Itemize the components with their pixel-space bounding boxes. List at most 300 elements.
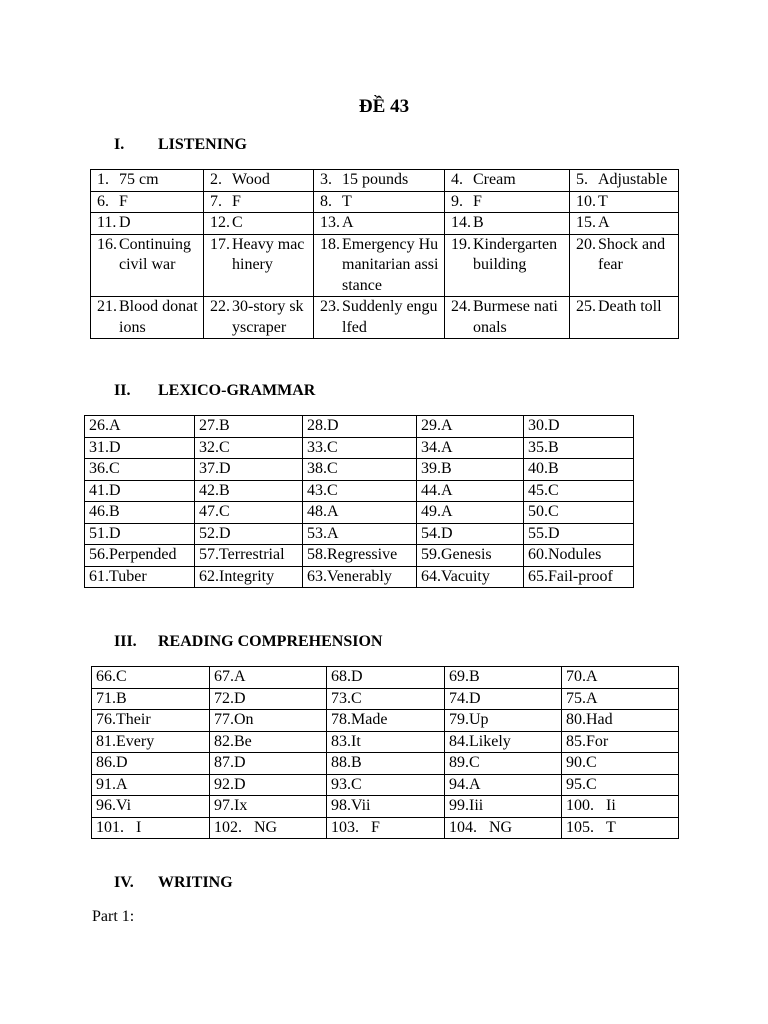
answer-text: For xyxy=(586,732,609,750)
answer-cell xyxy=(85,480,195,502)
question-number: 93. xyxy=(331,775,351,793)
answer-text: Emergency Humanitarian assistance xyxy=(342,235,439,294)
answer-cell xyxy=(445,297,570,339)
answer-text: A xyxy=(109,417,121,434)
question-number: 98. xyxy=(331,797,351,814)
page-title: ĐỀ 43 xyxy=(358,96,410,117)
answer-cell xyxy=(210,817,327,839)
lexico-row xyxy=(85,523,634,545)
question-number: 12. xyxy=(210,214,230,231)
answer-text: Blood donations xyxy=(119,298,198,336)
question-number: 4. xyxy=(451,171,471,188)
question-number: 57. xyxy=(199,546,219,563)
reading-row xyxy=(92,710,679,732)
answer-cell xyxy=(210,774,327,796)
answer-cell xyxy=(524,545,634,567)
question-number: 32. xyxy=(199,438,219,456)
answer-text: A xyxy=(441,438,453,456)
reading-row xyxy=(92,796,679,818)
answer-text: 30-story skyscraper xyxy=(232,298,304,336)
answer-cell xyxy=(327,817,445,839)
answer-text: It xyxy=(351,732,361,750)
answer-cell xyxy=(570,170,679,192)
answer-text: D xyxy=(109,481,121,499)
answer-text: Shock and fear xyxy=(598,235,666,273)
answer-text: D xyxy=(234,775,246,793)
answer-cell xyxy=(204,234,314,297)
answer-cell xyxy=(303,437,417,459)
answer-cell xyxy=(524,480,634,502)
listening-row xyxy=(91,213,679,235)
answer-text: A xyxy=(586,668,598,685)
answer-cell xyxy=(562,817,679,839)
answer-cell xyxy=(562,774,679,796)
question-number: 62. xyxy=(199,567,219,585)
answer-cell xyxy=(562,753,679,775)
answer-cell xyxy=(445,213,570,235)
answer-text: A xyxy=(441,481,453,499)
question-number: 67. xyxy=(214,668,234,685)
answer-cell xyxy=(417,545,524,567)
question-number: 31. xyxy=(89,438,109,456)
answer-cell xyxy=(445,817,562,839)
answer-cell xyxy=(85,566,195,588)
answer-text: Suddenly engulfed xyxy=(342,298,438,336)
question-number: 21. xyxy=(97,298,117,315)
answer-text: F xyxy=(473,192,482,210)
answer-cell xyxy=(92,796,210,818)
question-number: 45. xyxy=(528,481,548,499)
question-number: 36. xyxy=(89,460,109,477)
answer-text: Be xyxy=(234,732,252,750)
question-number: 20. xyxy=(576,235,596,253)
question-number: 58. xyxy=(307,546,327,563)
answer-text: Death toll xyxy=(598,298,662,315)
section-number: III. xyxy=(114,633,137,650)
answer-cell xyxy=(210,731,327,753)
answer-text: On xyxy=(234,711,254,728)
answer-cell xyxy=(91,297,204,339)
answer-cell xyxy=(524,459,634,481)
answer-text: Their xyxy=(116,711,151,728)
answer-text: A xyxy=(441,417,453,434)
answer-text: C xyxy=(351,689,362,707)
question-number: 101. xyxy=(96,818,136,836)
question-number: 28. xyxy=(307,417,327,434)
answer-cell xyxy=(85,502,195,524)
listening-row xyxy=(91,191,679,213)
question-number: 68. xyxy=(331,668,351,685)
question-number: 86. xyxy=(96,754,116,771)
section-heading-writing xyxy=(114,874,233,892)
question-number: 79. xyxy=(449,711,469,728)
question-number: 5. xyxy=(576,171,596,188)
answer-cell xyxy=(85,545,195,567)
question-number: 46. xyxy=(89,503,109,520)
answer-cell xyxy=(303,502,417,524)
question-number: 11. xyxy=(97,214,117,231)
answer-cell xyxy=(445,796,562,818)
answer-text: T xyxy=(606,818,616,836)
answer-text: A xyxy=(116,775,128,793)
question-number: 35. xyxy=(528,438,548,456)
answer-cell xyxy=(204,170,314,192)
question-number: 23. xyxy=(320,298,340,315)
answer-text: B xyxy=(473,214,484,231)
answer-text: Vacuity xyxy=(441,567,490,585)
question-number: 17. xyxy=(210,235,230,253)
lexico-row xyxy=(85,459,634,481)
answer-text: A xyxy=(327,503,339,520)
question-number: 85. xyxy=(566,732,586,750)
question-number: 34. xyxy=(421,438,441,456)
answer-text: Vi xyxy=(116,797,132,814)
section-number: IV. xyxy=(114,874,134,891)
answer-cell xyxy=(417,502,524,524)
question-number: 29. xyxy=(421,417,441,434)
answer-text: Iii xyxy=(469,797,484,814)
answer-text: I xyxy=(136,818,142,836)
answer-cell xyxy=(327,774,445,796)
answer-text: C xyxy=(351,775,362,793)
answer-text: C xyxy=(586,754,597,771)
answer-cell xyxy=(91,191,204,213)
question-number: 13. xyxy=(320,214,340,231)
answer-text: Burmese nationals xyxy=(473,298,558,336)
answer-cell xyxy=(445,753,562,775)
answer-text: Heavy machinery xyxy=(232,235,305,273)
answer-text: Genesis xyxy=(441,546,492,563)
answer-cell xyxy=(210,667,327,689)
answer-text: B xyxy=(116,689,127,707)
question-number: 77. xyxy=(214,711,234,728)
answer-text: D xyxy=(109,438,121,456)
answer-cell xyxy=(303,459,417,481)
question-number: 1. xyxy=(97,171,117,188)
answer-cell xyxy=(417,566,524,588)
answer-cell xyxy=(92,710,210,732)
answer-cell xyxy=(327,753,445,775)
question-number: 56. xyxy=(89,546,109,563)
answer-text: C xyxy=(327,460,338,477)
question-number: 50. xyxy=(528,503,548,520)
question-number: 70. xyxy=(566,668,586,685)
reading-row xyxy=(92,688,679,710)
answer-text: D xyxy=(327,417,339,434)
answer-text: T xyxy=(598,192,608,210)
lexico-row xyxy=(85,416,634,438)
question-number: 66. xyxy=(96,668,116,685)
answer-text: C xyxy=(109,460,120,477)
question-number: 92. xyxy=(214,775,234,793)
question-number: 48. xyxy=(307,503,327,520)
answer-cell xyxy=(303,566,417,588)
question-number: 40. xyxy=(528,460,548,477)
answer-cell xyxy=(562,710,679,732)
answer-text: D xyxy=(116,754,128,771)
question-number: 59. xyxy=(421,546,441,563)
answer-text: D xyxy=(219,524,231,542)
answer-text: D xyxy=(441,524,453,542)
answer-cell xyxy=(91,170,204,192)
question-number: 8. xyxy=(320,192,340,210)
question-number: 96. xyxy=(96,797,116,814)
question-number: 99. xyxy=(449,797,469,814)
answer-text: F xyxy=(371,818,380,836)
answer-text: B xyxy=(351,754,362,771)
answer-text: B xyxy=(109,503,120,520)
answer-text: A xyxy=(469,775,481,793)
question-number: 71. xyxy=(96,689,116,707)
question-number: 88. xyxy=(331,754,351,771)
question-number: 52. xyxy=(199,524,219,542)
question-number: 49. xyxy=(421,503,441,520)
answer-text: B xyxy=(219,481,230,499)
question-number: 95. xyxy=(566,775,586,793)
answer-text: Vii xyxy=(351,797,371,814)
answer-cell xyxy=(570,191,679,213)
question-number: 43. xyxy=(307,481,327,499)
answer-text: Likely xyxy=(469,732,511,750)
answer-cell xyxy=(210,796,327,818)
answer-text: B xyxy=(469,668,480,685)
answer-cell xyxy=(303,523,417,545)
answer-text: C xyxy=(548,481,559,499)
listening-row xyxy=(91,170,679,192)
answer-cell xyxy=(524,566,634,588)
lexico-row xyxy=(85,437,634,459)
section-number: II. xyxy=(114,382,131,399)
answer-cell xyxy=(195,545,303,567)
answer-cell xyxy=(327,731,445,753)
answer-text: D xyxy=(234,689,246,707)
question-number: 3. xyxy=(320,171,340,188)
answer-text: Adjustable xyxy=(598,171,668,188)
answer-cell xyxy=(570,297,679,339)
question-number: 80. xyxy=(566,711,586,728)
answer-cell xyxy=(92,753,210,775)
answer-text: A xyxy=(234,668,246,685)
answer-text: Every xyxy=(116,732,155,750)
question-number: 61. xyxy=(89,567,109,585)
answer-cell xyxy=(562,796,679,818)
answer-text: F xyxy=(232,192,241,210)
answer-cell xyxy=(92,667,210,689)
answer-cell xyxy=(195,480,303,502)
question-number: 72. xyxy=(214,689,234,707)
answer-text: Made xyxy=(351,711,388,728)
answer-text: Venerably xyxy=(327,567,392,585)
answer-cell xyxy=(570,234,679,297)
question-number: 63. xyxy=(307,567,327,585)
answer-cell xyxy=(445,667,562,689)
answer-cell xyxy=(204,191,314,213)
answer-text: Tuber xyxy=(109,567,147,585)
answer-text: D xyxy=(234,754,246,771)
answer-text: C xyxy=(116,668,127,685)
section-number: I. xyxy=(114,136,125,153)
answer-cell xyxy=(314,191,445,213)
answer-cell xyxy=(195,523,303,545)
answer-cell xyxy=(327,688,445,710)
question-number: 82. xyxy=(214,732,234,750)
question-number: 51. xyxy=(89,524,109,542)
question-number: 60. xyxy=(528,546,548,563)
question-number: 54. xyxy=(421,524,441,542)
lexico-grammar-answer-table xyxy=(84,415,634,588)
answer-cell xyxy=(445,731,562,753)
question-number: 10. xyxy=(576,192,596,210)
answer-cell xyxy=(303,545,417,567)
lexico-row xyxy=(85,566,634,588)
question-number: 24. xyxy=(451,298,471,315)
answer-text: Perpended xyxy=(109,546,177,563)
answer-cell xyxy=(562,667,679,689)
question-number: 18. xyxy=(320,235,340,253)
answer-text: Kindergarten building xyxy=(473,235,558,273)
answer-text: C xyxy=(469,754,480,771)
question-number: 14. xyxy=(451,214,471,231)
question-number: 42. xyxy=(199,481,219,499)
answer-text: A xyxy=(327,524,339,542)
question-number: 55. xyxy=(528,524,548,542)
answer-text: F xyxy=(119,192,128,210)
question-number: 90. xyxy=(566,754,586,771)
question-number: 73. xyxy=(331,689,351,707)
question-number: 91. xyxy=(96,775,116,793)
question-number: 44. xyxy=(421,481,441,499)
answer-text: Integrity xyxy=(219,567,275,585)
answer-text: Continuing civil war xyxy=(119,235,192,273)
answer-cell xyxy=(210,753,327,775)
section-label: LEXICO-GRAMMAR xyxy=(158,382,316,399)
question-number: 103. xyxy=(331,818,371,836)
answer-cell xyxy=(562,688,679,710)
answer-text: B xyxy=(219,417,230,434)
answer-text: A xyxy=(441,503,453,520)
answer-cell xyxy=(445,191,570,213)
question-number: 74. xyxy=(449,689,469,707)
answer-text: D xyxy=(219,460,231,477)
question-number: 97. xyxy=(214,797,234,814)
answer-text: Cream xyxy=(473,171,516,188)
answer-text: Had xyxy=(586,711,613,728)
lexico-row xyxy=(85,502,634,524)
answer-cell xyxy=(417,416,524,438)
question-number: 27. xyxy=(199,417,219,434)
answer-text: Ix xyxy=(234,797,248,814)
reading-row xyxy=(92,774,679,796)
section-heading-lexico-grammar xyxy=(114,382,315,400)
answer-cell xyxy=(85,437,195,459)
question-number: 75. xyxy=(566,689,586,707)
answer-text: D xyxy=(548,417,560,434)
answer-cell xyxy=(327,796,445,818)
answer-cell xyxy=(195,416,303,438)
question-number: 102. xyxy=(214,818,254,836)
answer-text: Fail-proof xyxy=(548,567,613,585)
question-number: 105. xyxy=(566,818,606,836)
answer-cell xyxy=(85,459,195,481)
answer-text: Terrestrial xyxy=(219,546,285,563)
question-number: 15. xyxy=(576,214,596,231)
question-number: 84. xyxy=(449,732,469,750)
answer-text: NG xyxy=(489,818,513,836)
answer-cell xyxy=(210,688,327,710)
answer-cell xyxy=(92,688,210,710)
question-number: 30. xyxy=(528,417,548,434)
answer-text: D xyxy=(109,524,121,542)
answer-text: Regressive xyxy=(327,546,398,563)
listening-answer-table xyxy=(90,169,679,339)
question-number: 33. xyxy=(307,438,327,456)
reading-row xyxy=(92,667,679,689)
answer-text: D xyxy=(119,214,131,231)
answer-cell xyxy=(524,502,634,524)
answer-text: B xyxy=(441,460,452,477)
question-number: 25. xyxy=(576,298,596,315)
question-number: 47. xyxy=(199,503,219,520)
answer-cell xyxy=(314,170,445,192)
question-number: 39. xyxy=(421,460,441,477)
listening-row xyxy=(91,234,679,297)
answer-text: C xyxy=(548,503,559,520)
answer-text: A xyxy=(342,214,354,231)
question-number: 22. xyxy=(210,298,230,315)
reading-answer-table xyxy=(91,666,679,839)
question-number: 87. xyxy=(214,754,234,771)
answer-cell xyxy=(570,213,679,235)
answer-text: C xyxy=(219,438,230,456)
answer-text: Wood xyxy=(232,171,270,188)
reading-row xyxy=(92,753,679,775)
answer-cell xyxy=(417,437,524,459)
answer-text: Ii xyxy=(606,797,616,814)
answer-cell xyxy=(204,213,314,235)
answer-cell xyxy=(445,234,570,297)
question-number: 6. xyxy=(97,192,117,210)
answer-cell xyxy=(91,213,204,235)
answer-cell xyxy=(327,710,445,732)
answer-cell xyxy=(303,416,417,438)
answer-cell xyxy=(85,416,195,438)
answer-cell xyxy=(314,234,445,297)
answer-cell xyxy=(417,523,524,545)
question-number: 76. xyxy=(96,711,116,728)
answer-cell xyxy=(91,234,204,297)
section-label: WRITING xyxy=(158,874,233,891)
section-heading-reading xyxy=(114,633,382,651)
answer-cell xyxy=(92,817,210,839)
question-number: 65. xyxy=(528,567,548,585)
section-label: READING COMPREHENSION xyxy=(158,633,383,650)
question-number: 7. xyxy=(210,192,230,210)
answer-text: Nodules xyxy=(548,546,602,563)
answer-cell xyxy=(562,731,679,753)
question-number: 37. xyxy=(199,460,219,477)
answer-cell xyxy=(303,480,417,502)
answer-text: B xyxy=(548,460,559,477)
question-number: 19. xyxy=(451,235,471,253)
answer-cell xyxy=(445,774,562,796)
answer-text: A xyxy=(586,689,598,707)
question-number: 81. xyxy=(96,732,116,750)
answer-cell xyxy=(92,774,210,796)
answer-cell xyxy=(524,523,634,545)
answer-cell xyxy=(314,297,445,339)
answer-text: B xyxy=(548,438,559,456)
answer-text: C xyxy=(586,775,597,793)
